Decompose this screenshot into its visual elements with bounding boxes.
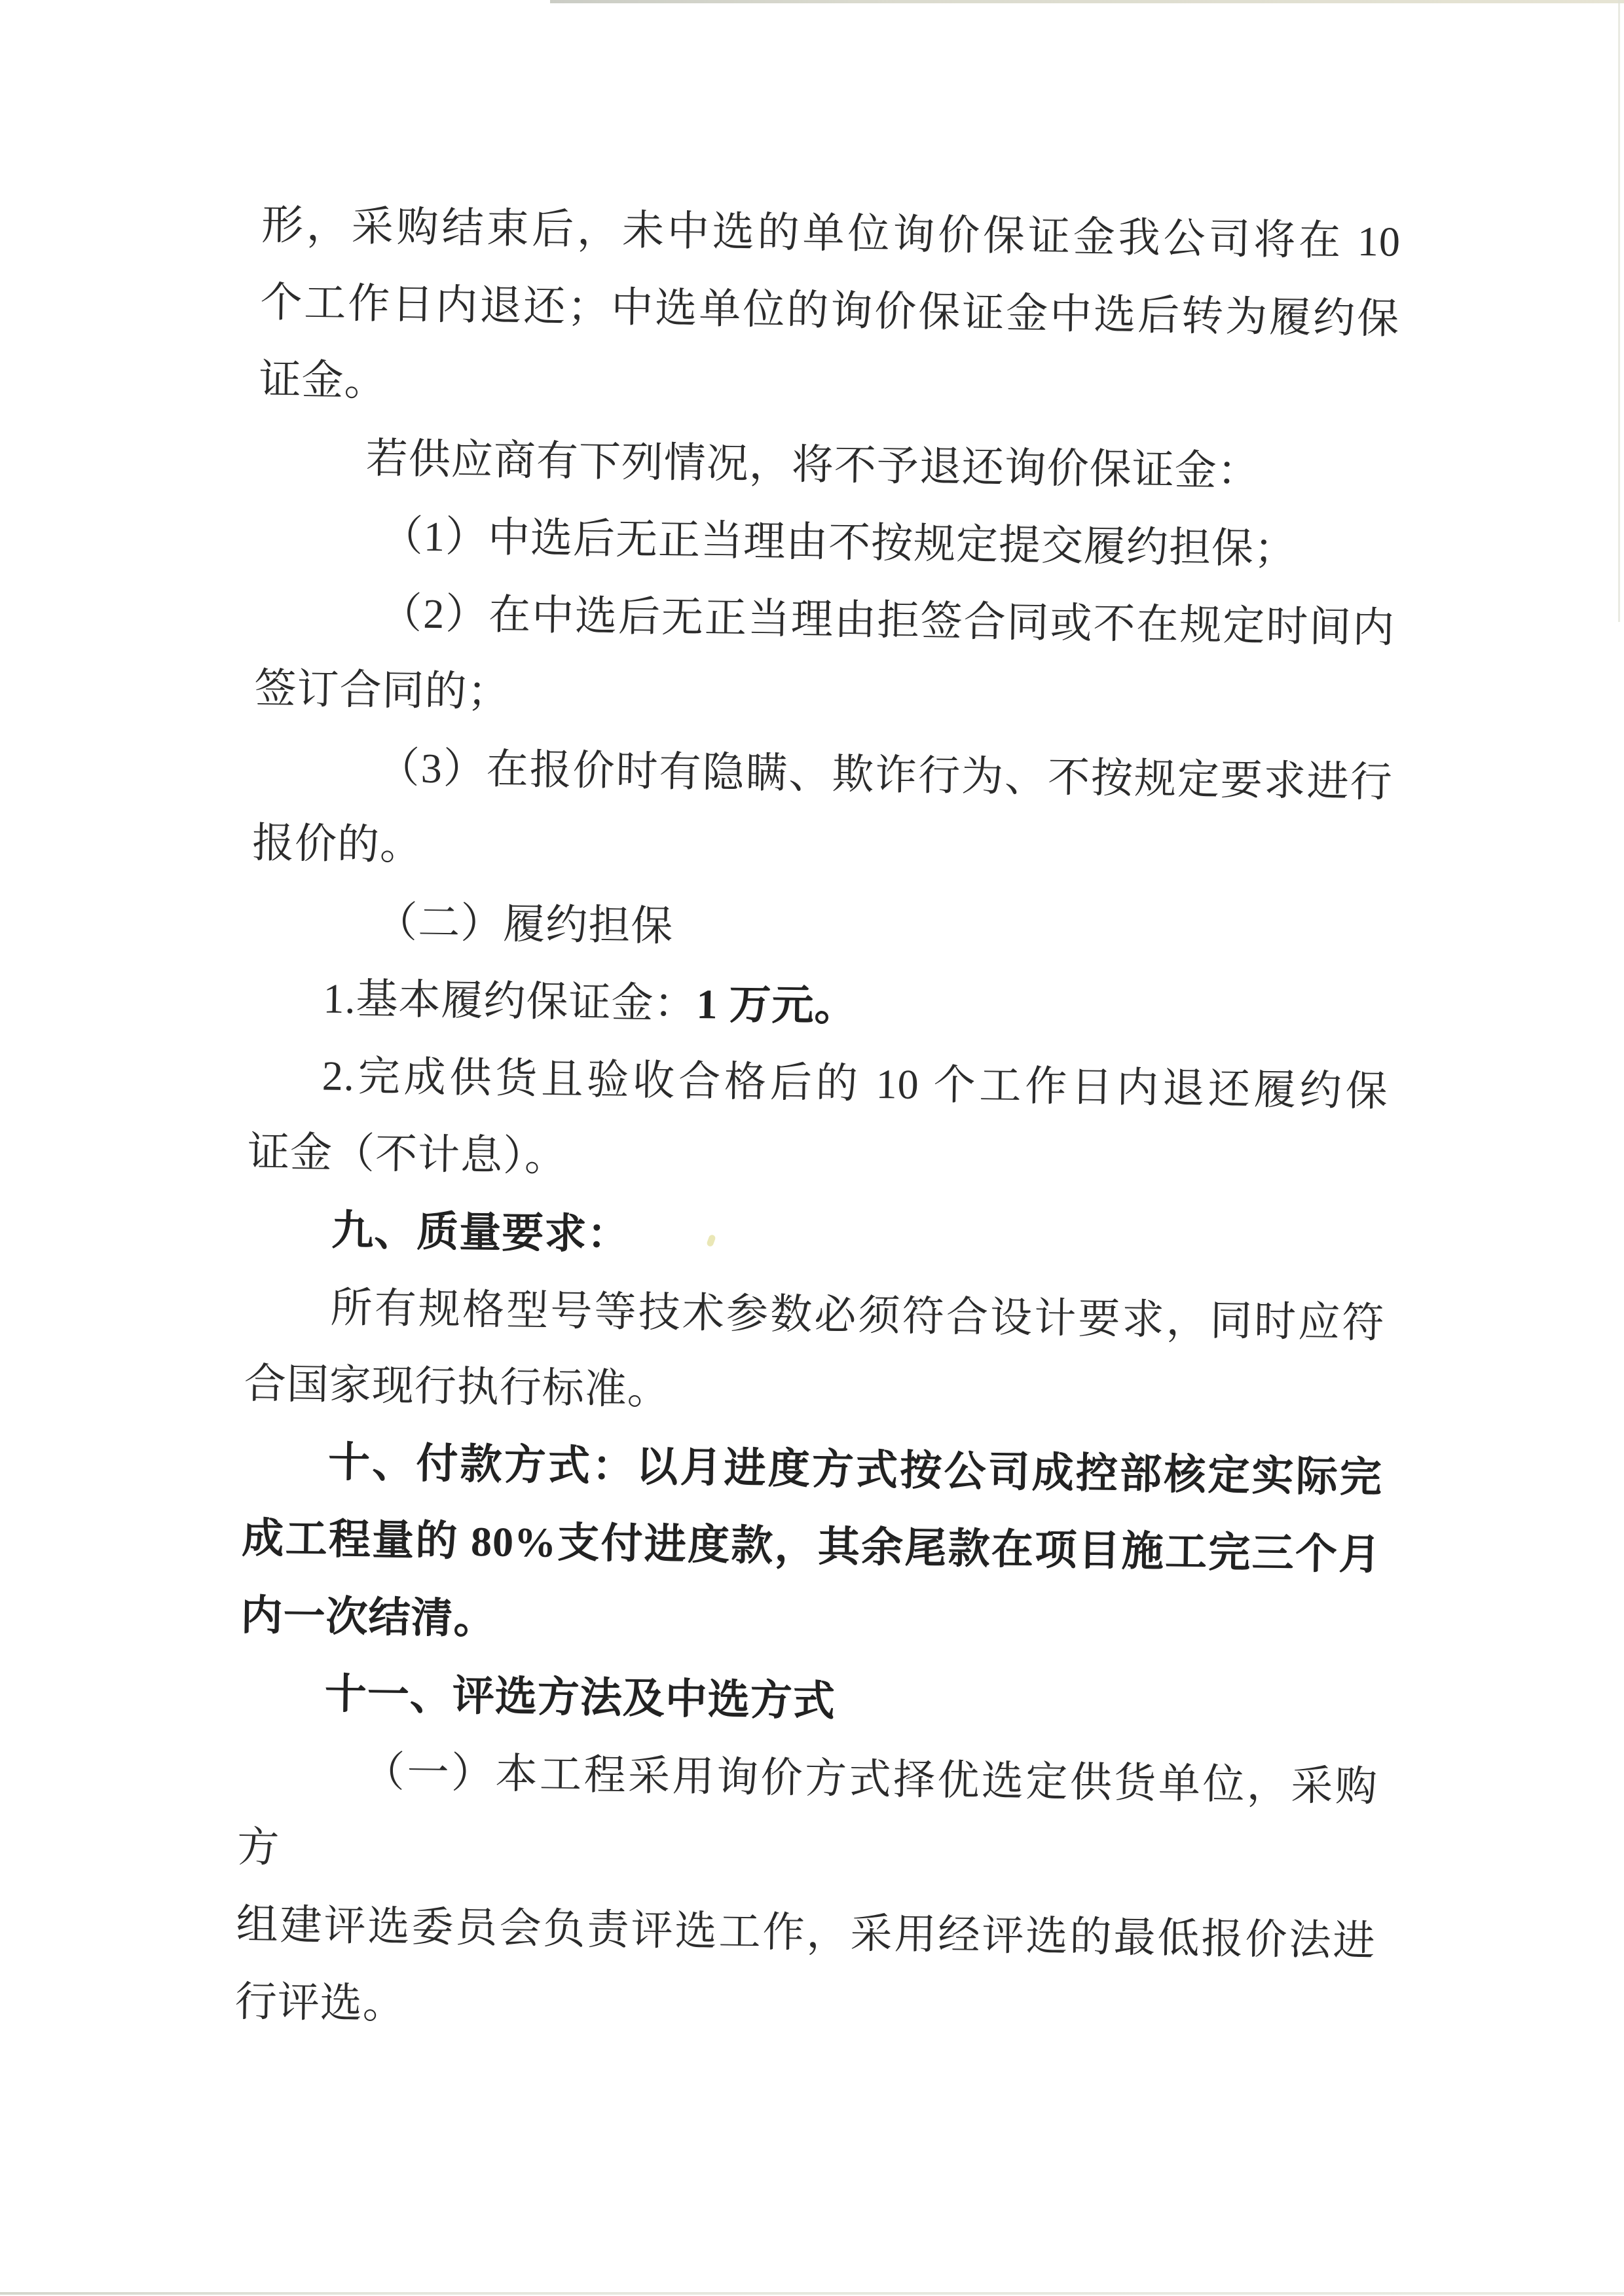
text-line: 证金（不计息）。 [247, 1128, 568, 1180]
text-line: 形，采购结束后，未中选的单位询价保证金我公司将在 10 [261, 201, 1401, 265]
text-run: 1.基本履约保证金： [323, 975, 697, 1027]
scan-edge-artifact-top [550, 0, 1624, 3]
subsection-heading: （二）履约担保 [375, 898, 674, 950]
text-line: 2.完成供货且验收合格后的 10 个工作日内退还履约保 [322, 1052, 1389, 1115]
text-line: 合国家现行执行标准。 [244, 1360, 671, 1413]
list-item-line: （3）在报价时有隐瞒、欺诈行为、不按规定要求进行 [377, 744, 1393, 806]
list-item-line: （1）中选后无正当理由不按规定提交履约担保； [380, 512, 1297, 573]
bold-text-run: 1 万元。 [696, 980, 858, 1030]
text-line: 个工作日内退还；中选单位的询价保证金中选后转为履约保 [259, 278, 1400, 342]
document-text-block [234, 187, 1401, 2058]
section-heading: 九、质量要求： [331, 1207, 630, 1258]
section-heading: 十一、评选方法及中选方式 [324, 1670, 836, 1725]
text-line: 证金。 [259, 355, 388, 405]
text-line: 内一次结清。 [240, 1592, 497, 1643]
text-line: 所有规格型号等技术参数必须符合设计要求，同时应符 [330, 1284, 1385, 1347]
list-item-line: （2）在中选后无正当理由拒签合同或不在规定时间内 [379, 589, 1395, 651]
scan-edge-artifact-bottom [0, 2292, 1624, 2295]
text-line: 签订合同的； [254, 665, 511, 716]
text-line: 若供应商有下列情况，将不予退还询价保证金： [365, 435, 1261, 495]
text-line: 组建评选委员会负责评选工作，采用经评选的最低报价法进 [236, 1901, 1376, 1965]
text-line: 成工程量的 80%支付进度款，其余尾款在项目施工完三个月 [241, 1514, 1382, 1578]
text-line: 报价的。 [251, 819, 423, 869]
section-heading: 十、付款方式：以月进度方式按公司成控部核定实际完 [327, 1438, 1383, 1501]
text-line: 行评选。 [234, 1978, 406, 2028]
text-line: （一）本工程采用询价方式择优选定供货单位，采购方 [236, 1748, 1378, 1871]
scan-edge-artifact-right [1618, 0, 1620, 622]
